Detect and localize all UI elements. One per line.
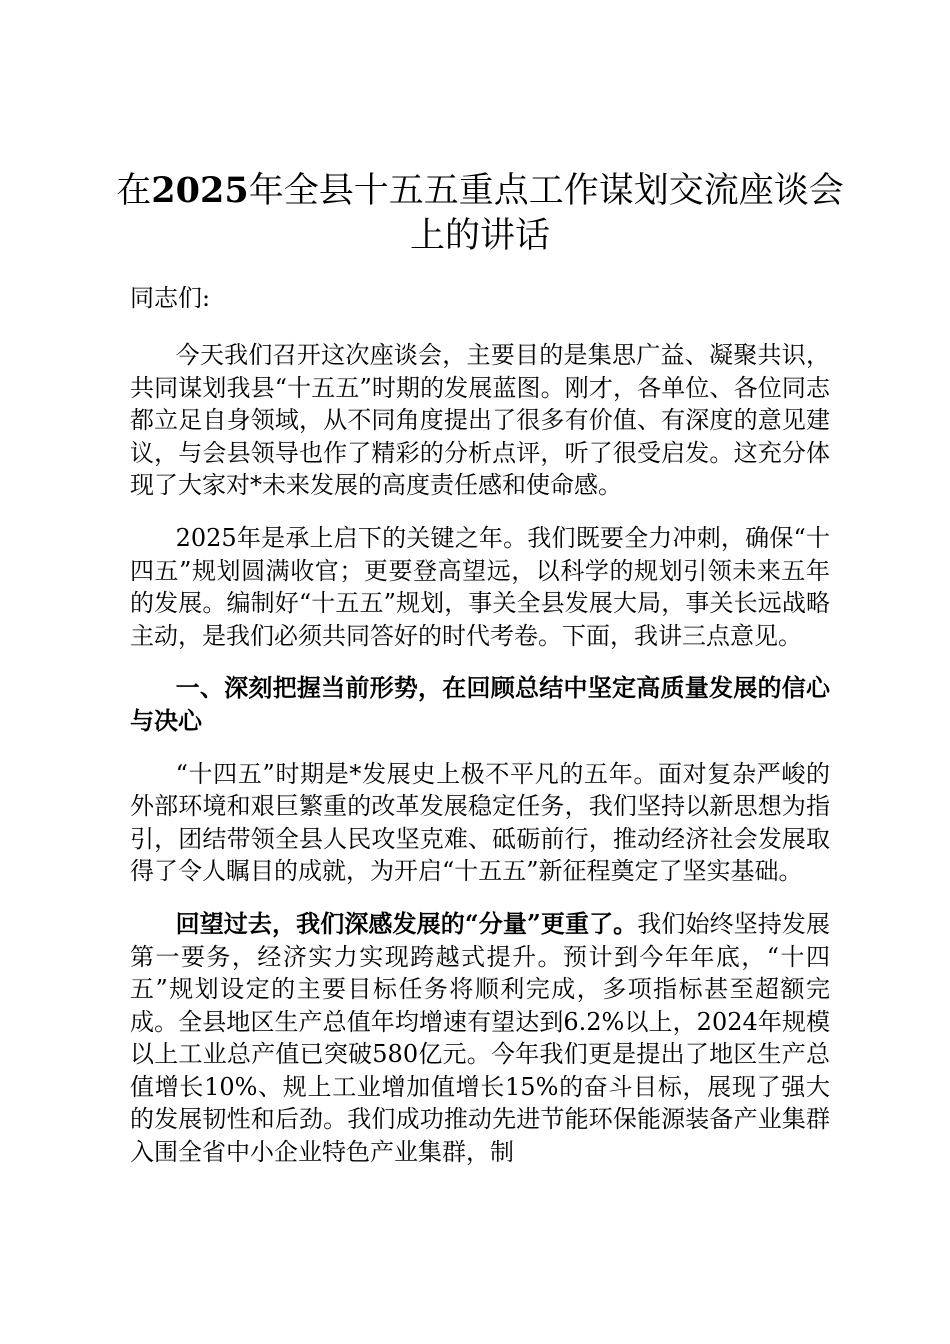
- title-year: 2025: [151, 170, 249, 211]
- paragraph-context: 2025年是承上启下的关键之年。我们既要全力冲刺，确保“十四五”规划圆满收官；更要登高望远，以科学的规划引领未来五年的发展。编制好“十五五”规划，事关全县发展大局，事关长远战略主动，是我们必须共同答好的时代考卷。下面，我讲三点意见。: [130, 523, 830, 650]
- title-prefix: 在: [116, 171, 152, 211]
- salutation: 同志们:: [130, 284, 211, 312]
- lead-sentence: 回望过去，我们深感发展的“分量”更重了。: [175, 908, 638, 938]
- paragraph-review: [130, 908, 830, 1169]
- title-rest: 年全县十五五重点工作谋划交流座谈会上的讲话: [248, 171, 844, 256]
- section-heading: 一、深刻把握当前形势，在回顾总结中坚定高质量发展的信心与决心: [130, 673, 830, 735]
- document-page: [116, 168, 844, 1169]
- lead-rest: 我们始终坚持发展第一要务，经济实力实现跨越式提升。预计到今年年底，“十四五”规划设定的主要目标任务将顺利完成，多项指标甚至超额完成。全县地区生产总值年均增速有望达到6.2%以上，2024年规模以上工业总产值已突破580亿元。今年我们更是提出了地区生产总值增长10%、规上工业增加值增长15%的奋斗目标，展现了强大的发展韧性和后劲。我们成功推动先进节能环保能源装备产业集群入围全省中小企业特色产业集群，制: [130, 909, 831, 1167]
- paragraph-opening: 今天我们召开这次座谈会，主要目的是集思广益、凝聚共识，共同谋划我县“十五五”时期的发展蓝图。刚才，各单位、各位同志都立足自身领域，从不同角度提出了很多有价值、有深度的意见建议，与会县领导也作了精彩的分析点评，听了很受启发。这充分体现了大家对*未来发展的高度责任感和使命感。: [130, 341, 830, 500]
- paragraph-section-intro: “十四五”时期是*发展史上极不平凡的五年。面对复杂严峻的外部环境和艰巨繁重的改革发展稳定任务，我们坚持以新思想为指引，团结带领全县人民攻坚克难、砥砺前行，推动经济社会发展取得了令人瞩目的成就，为开启“十五五”新征程奠定了坚实基础。: [130, 759, 830, 886]
- document-title: [115, 168, 845, 259]
